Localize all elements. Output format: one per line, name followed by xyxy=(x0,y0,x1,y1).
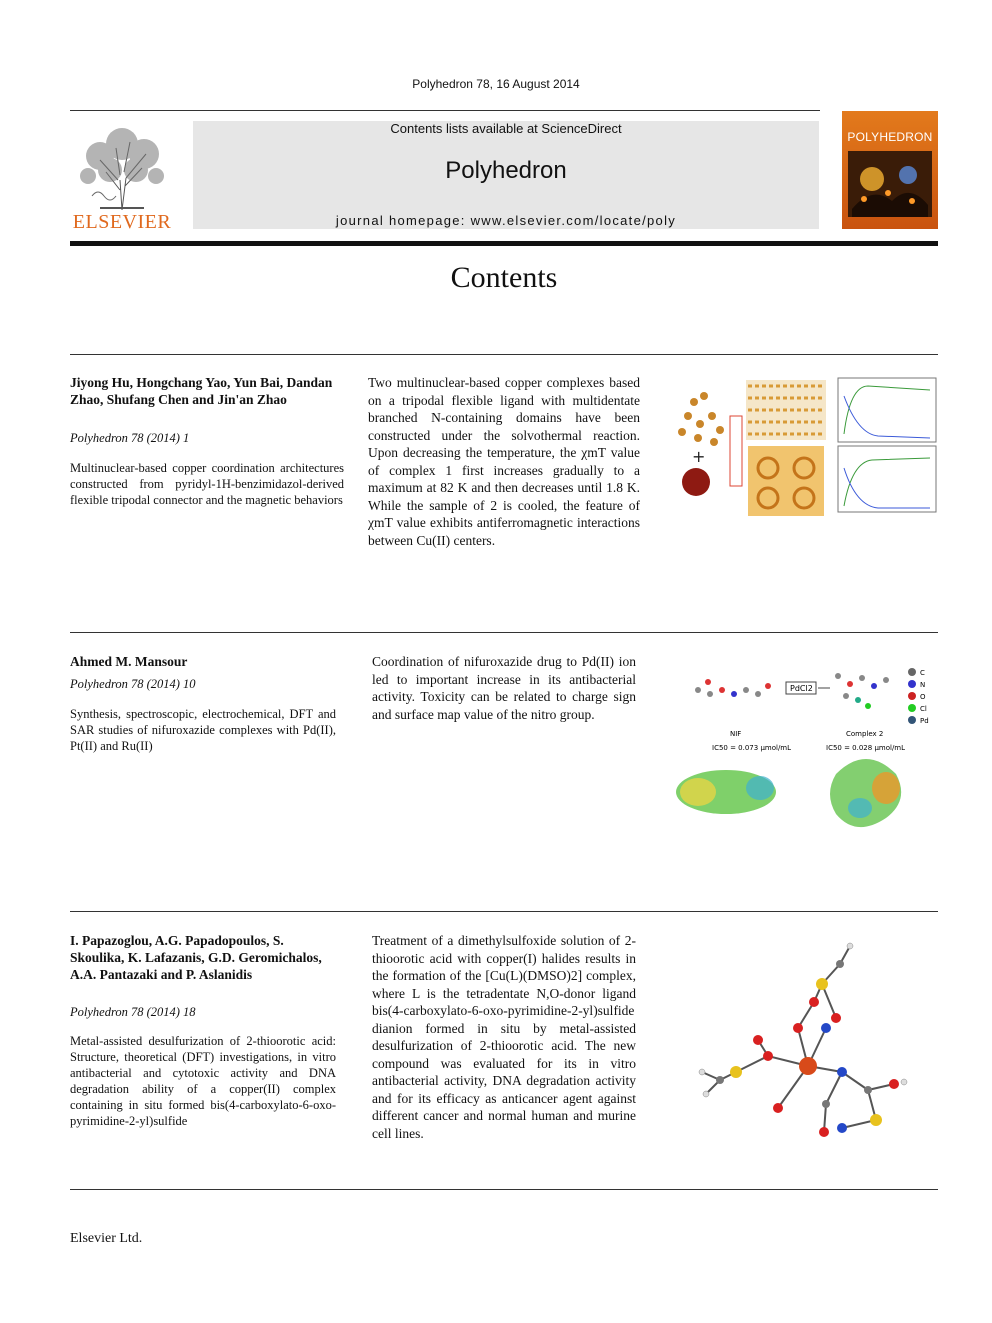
footer-publisher: Elsevier Ltd. xyxy=(70,1231,143,1246)
copper-center xyxy=(799,1057,817,1075)
entry-divider xyxy=(70,911,938,912)
copper-ion xyxy=(682,468,710,496)
entry-3-authors: I. Papazoglou, A.G. Papadopoulos, S. Skoulika, K. Lafazanis, G.D. Geromichalos, A.A. Pantazaki and P. Aslanidis xyxy=(70,933,322,982)
nif-ic50: IC50 = 0.073 μmol/mL xyxy=(712,744,792,752)
complex-label: Complex 2 xyxy=(846,730,884,738)
cover-artwork xyxy=(842,149,938,229)
magnetic-plot-2 xyxy=(838,446,936,512)
journal-name[interactable]: Polyhedron xyxy=(445,157,567,184)
ligand-molecule xyxy=(678,392,724,446)
legend-o: O xyxy=(920,693,926,701)
complex-ic50: IC50 = 0.028 μmol/mL xyxy=(826,744,906,752)
entry-2-graphical-abstract[interactable] xyxy=(668,656,940,838)
reagent-label: PdCl2 xyxy=(790,684,813,693)
magnetic-plot-1 xyxy=(838,378,936,442)
entry-3-graphical-abstract[interactable] xyxy=(690,932,930,1172)
entry-divider xyxy=(70,354,938,355)
entry-1-abstract: Two multinuclear-based copper complexes based on a tripodal flexible ligand with multidentate branched N-containing domains have been constructed under the solvothermal reaction. Upon decreasing the temperature, the χmT value of complex 1 first increases gradually to a maximum at 82 K and then decreases until 1.8 K. While the sample of 2 is cooled, the feature of χmT value exhibits antiferromagnetic interactions between Cu(II) centers. xyxy=(368,375,640,548)
legend-pd: Pd xyxy=(920,717,929,725)
crystal-packing xyxy=(746,380,826,516)
entry-1-graphical-abstract[interactable] xyxy=(668,376,938,524)
page-title: Contents xyxy=(450,261,558,294)
entry-2-authors: Ahmed M. Mansour xyxy=(70,654,188,669)
entry-3-title[interactable]: Metal-assisted desulfurization of 2-thioorotic acid: Structure, theoretical (DFT) investigations, in vitro antibacterial and cytotoxic activity and DNA degradation ability of a copper(II) complex containing in situ formed bis(4-carboxylato-6-oxo-pyrimidine-2-yl)sulfide xyxy=(70,1034,336,1128)
entry-3-citation[interactable]: Polyhedron 78 (2014) 18 xyxy=(70,1005,196,1019)
publisher-name[interactable]: ELSEVIER xyxy=(72,211,172,233)
header-rule xyxy=(70,110,820,111)
entry-1-authors: Jiyong Hu, Hongchang Yao, Yun Bai, Dandan Zhao, Shufang Chen and Jin'an Zhao xyxy=(70,375,333,407)
footer-rule xyxy=(70,1189,938,1190)
entry-1-title[interactable]: Multinuclear-based copper coordination architectures constructed from pyridyl-1H-benzimidazol-derived flexible tripodal connector and the magnetic behaviors xyxy=(70,461,344,507)
svg-text:+: + xyxy=(692,447,706,466)
entry-divider xyxy=(70,632,938,633)
entry-2-abstract: Coordination of nifuroxazide drug to Pd(II) ion led to important increase in its antibacterial activity. Toxicity can be related to charge sign and surface map value of the nitro group. xyxy=(372,654,636,722)
complex-2-molecule xyxy=(835,673,889,709)
entry-1-citation[interactable]: Polyhedron 78 (2014) 1 xyxy=(70,431,190,445)
entry-2-title[interactable]: Synthesis, spectroscopic, electrochemical, DFT and SAR studies of nifuroxazide complexes with Pd(II), Pt(II) and Ru(II) xyxy=(70,707,336,753)
legend-c: C xyxy=(920,669,925,677)
legend-n: N xyxy=(920,681,926,689)
entry-3-abstract: Treatment of a dimethylsulfoxide solution of 2-thioorotic acid with copper(I) halides results in the formation of the [Cu(L)(DMSO)2] complex, where L is the tetradentate N,O-donor ligand bis(4-carboxylato-6-oxo-pyrimidine-2-yl)sulfide dianion formed in situ by metal-assisted desulfurization of 2-thioorotic acid. The new compound was evaluated for its in vitro antibacterial activity, DNA degradation activity and for its efficacy as anticancer agent against different cancer and normal human and murine cell lines. xyxy=(372,933,636,1141)
cover-title: POLYHEDRON xyxy=(847,130,933,144)
entry-2-citation[interactable]: Polyhedron 78 (2014) 10 xyxy=(70,677,196,691)
masthead-rule xyxy=(70,241,938,246)
journal-homepage-link[interactable]: journal homepage: www.elsevier.com/locate/poly xyxy=(335,213,677,228)
running-head: Polyhedron 78, 16 August 2014 xyxy=(412,77,580,91)
contents-available-text[interactable]: Contents lists available at ScienceDirect xyxy=(390,121,622,136)
atom-legend xyxy=(908,668,929,725)
nif-molecule xyxy=(695,679,771,697)
nif-label: NIF xyxy=(730,730,742,738)
legend-cl: Cl xyxy=(920,705,927,713)
journal-cover[interactable] xyxy=(842,111,938,229)
journal-masthead xyxy=(193,121,819,229)
